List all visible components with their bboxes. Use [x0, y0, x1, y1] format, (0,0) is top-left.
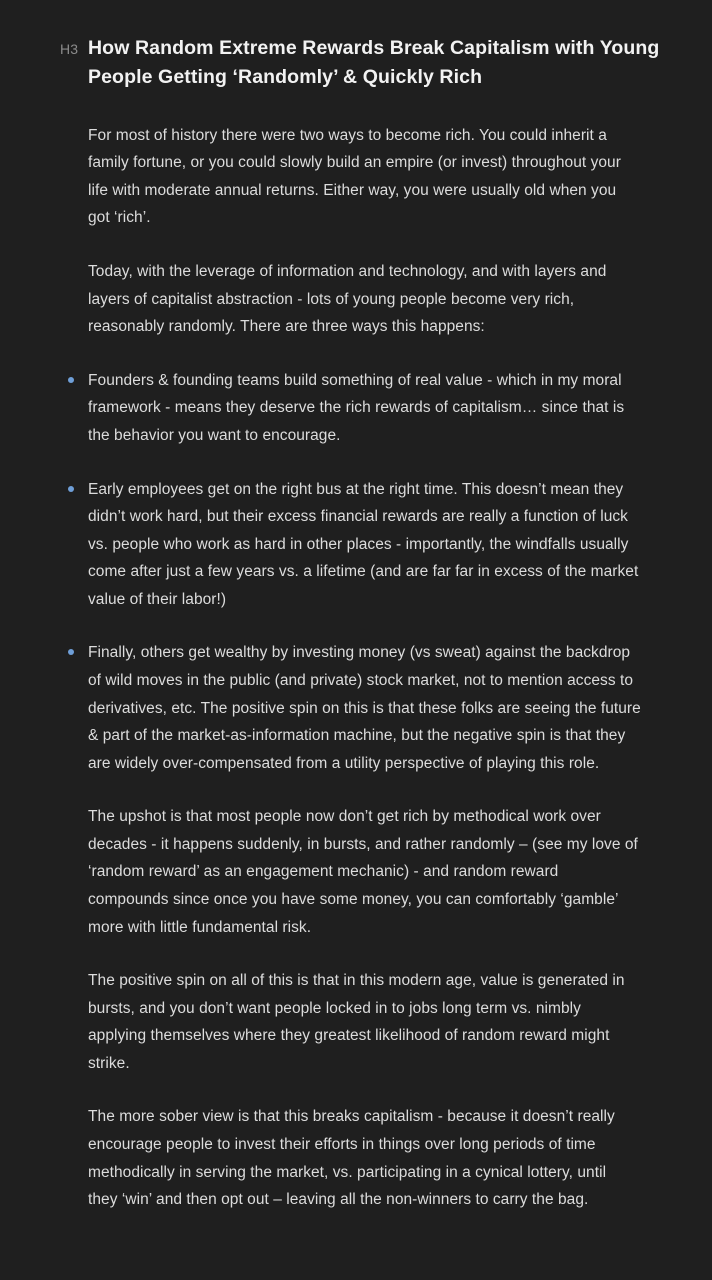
list-item[interactable]	[40, 367, 672, 450]
paragraph[interactable]: For most of history there were two ways to become rich. You could inherit a family fortune, or you could slowly build an empire (or invest) throughout your life with moderate annual returns. Either way, you were usually old when you got ‘rich’.	[88, 126, 621, 227]
bullet-dot-icon	[68, 377, 74, 383]
paragraph[interactable]: The upshot is that most people now don’t get rich by methodical work over decades - it happens suddenly, in bursts, and rather randomly – (see my love of ‘random reward’ as an engagement mechanic) - and random reward compounds since once you have some money, you can comfortably ‘gamble’ more with little fundamental risk.	[88, 808, 638, 936]
spacer	[40, 1077, 672, 1103]
list-item[interactable]	[40, 639, 672, 777]
paragraph[interactable]: The positive spin on all of this is that in this modern age, value is generated in bursts, and you don’t want people locked in to jobs long term vs. nimbly applying themselves where they greatest likelihood of random reward might strike.	[88, 972, 625, 1072]
spacer	[40, 232, 672, 258]
document-body	[40, 34, 672, 1214]
bullet-dot-icon	[68, 486, 74, 492]
closing-paragraph-1-wrap	[40, 803, 672, 941]
list-item-text: Founders & founding teams build something of real value - which in my moral framework - means they deserve the rich rewards of capitalism… since that is the behavior you want to encourage.	[88, 371, 625, 444]
page-title[interactable]: How Random Extreme Rewards Break Capitalism with Young People Getting ‘Randomly’ & Quickly Rich	[88, 37, 660, 88]
spacer	[40, 941, 672, 967]
paragraph[interactable]: Today, with the leverage of information and technology, and with layers and layers of capitalist abstraction - lots of young people become very rich, reasonably randomly. There are three ways this happens:	[88, 263, 607, 336]
spacer	[40, 341, 672, 367]
intro-paragraph-1-wrap	[40, 122, 672, 232]
heading-level-tag: H3	[60, 41, 79, 57]
list-item-text: Finally, others get wealthy by investing money (vs sweat) against the backdrop of wild moves in the public (and private) stock market, not to mention access to derivatives, etc. The positive spin on this is that these folks are seeing the future & part of the market-as-information machine, but the negative spin is that they are widely over-compensated from a utility perspective of playing this role.	[88, 644, 641, 772]
list-item[interactable]	[40, 476, 672, 614]
bullet-dot-icon	[68, 649, 74, 655]
closing-paragraph-3-wrap	[40, 1103, 672, 1213]
list-item-text: Early employees get on the right bus at the right time. This doesn’t mean they didn’t work hard, but their excess financial rewards are really a function of luck vs. people who work as hard in other places - importantly, the windfalls usually come after just a few years vs. a lifetime (and are far far in excess of the market value of their labor!)	[88, 480, 639, 608]
paragraph[interactable]: The more sober view is that this breaks capitalism - because it doesn’t really encourage people to invest their efforts in things over long periods of time methodically in serving the market, vs. participating in a cynical lottery, until they ‘win’ and then opt out – leaving all the non-winners to carry the bag.	[88, 1108, 615, 1209]
spacer	[40, 92, 672, 122]
bullet-list	[40, 367, 672, 778]
heading-block	[40, 34, 672, 92]
intro-paragraph-2-wrap	[40, 258, 672, 341]
spacer	[40, 777, 672, 803]
closing-paragraph-2-wrap	[40, 967, 672, 1077]
